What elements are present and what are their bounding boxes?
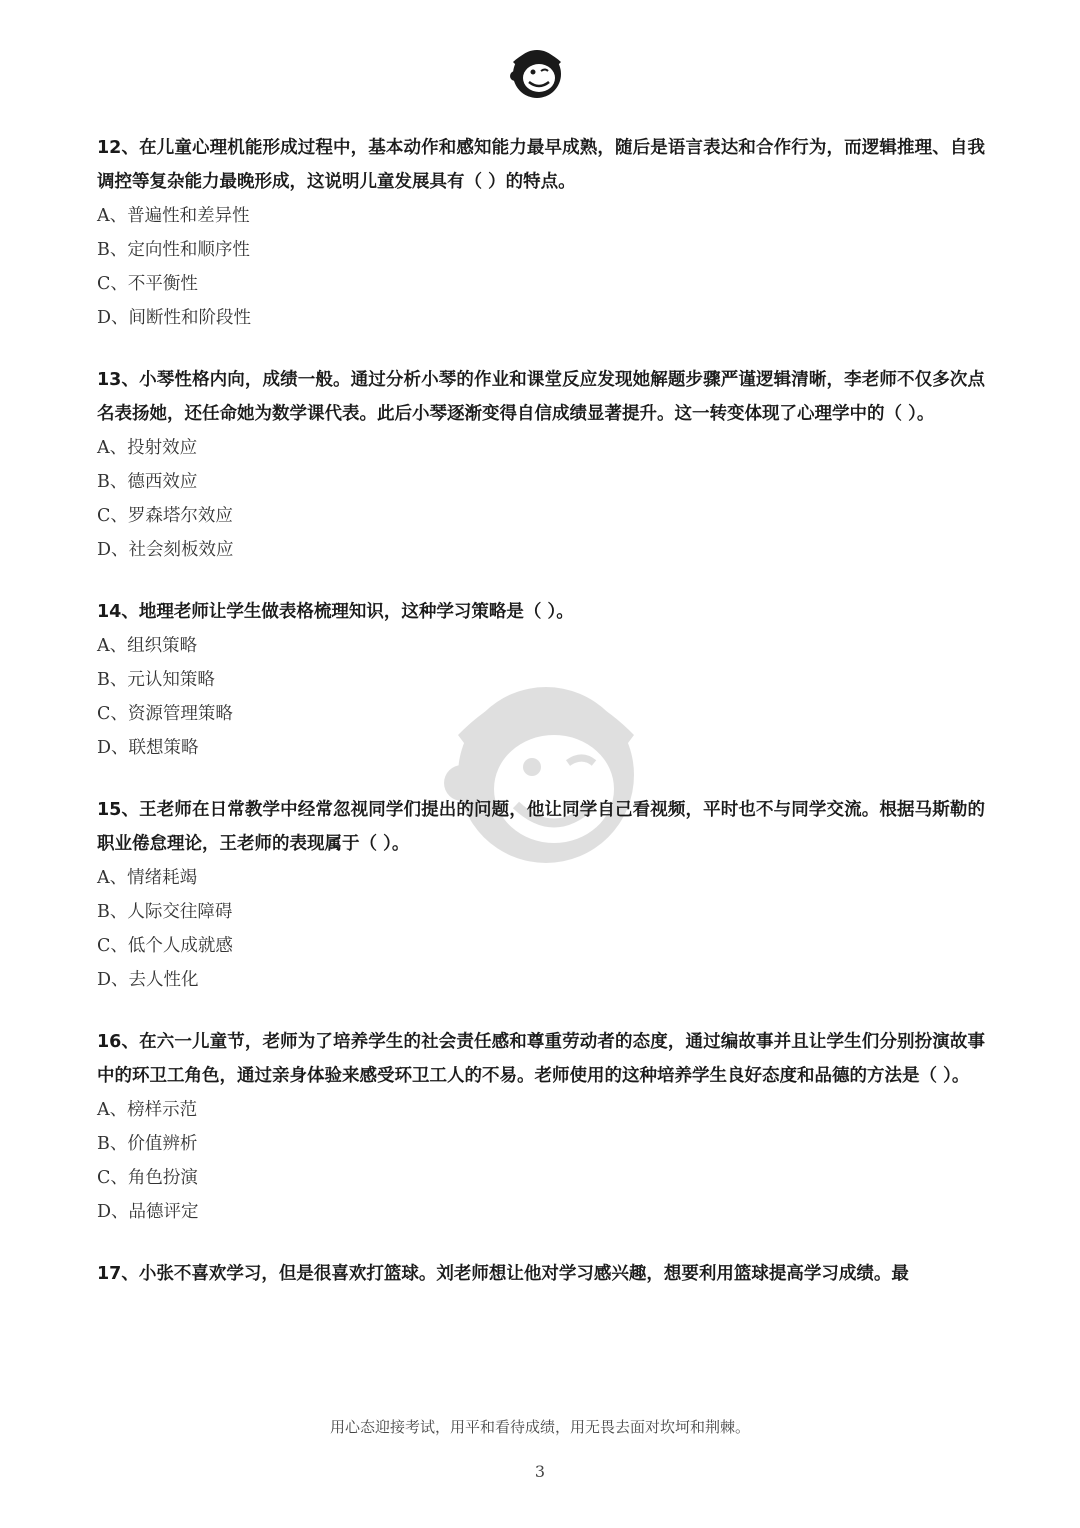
question-stem: 12、在儿童心理机能形成过程中，基本动作和感知能力最早成熟，随后是语言表达和合作行为，而逻辑推理、自我调控等复杂能力最晚形成，这说明儿童发展具有（ ）的特点。 xyxy=(97,138,985,192)
question-stem: 16、在六一儿童节，老师为了培养学生的社会责任感和尊重劳动者的态度，通过编故事并且让学生们分别扮演故事中的环卫工角色，通过亲身体验来感受环卫工人的不易。老师使用的这种培养学生良好态度和品德的方法是（ ）。 xyxy=(97,1032,985,1086)
answer-option: A、组织策略 xyxy=(97,636,198,656)
answer-option: D、联想策略 xyxy=(97,738,199,758)
monkey-mascot-logo-icon xyxy=(503,38,571,102)
question-block xyxy=(97,1257,985,1291)
answer-option: B、德西效应 xyxy=(97,472,198,492)
footer-motto: 用心态迎接考试，用平和看待成绩，用无畏去面对坎坷和荆棘。 xyxy=(329,1418,750,1436)
question-block xyxy=(97,1025,985,1229)
question-stem: 14、地理老师让学生做表格梳理知识，这种学习策略是（ ）。 xyxy=(97,602,574,622)
answer-option: B、价值辨析 xyxy=(97,1134,198,1154)
answer-option: C、低个人成就感 xyxy=(97,936,233,956)
question-block xyxy=(97,595,985,765)
answer-option: B、元认知策略 xyxy=(97,670,215,690)
question-block xyxy=(97,793,985,997)
answer-option: C、资源管理策略 xyxy=(97,704,233,724)
answer-option: D、品德评定 xyxy=(97,1202,199,1222)
answer-option: A、普遍性和差异性 xyxy=(97,206,250,226)
page-number: 3 xyxy=(534,1462,546,1481)
answer-option: B、定向性和顺序性 xyxy=(97,240,250,260)
answer-option: A、投射效应 xyxy=(97,438,198,458)
answer-option: D、社会刻板效应 xyxy=(97,540,234,560)
answer-option: A、情绪耗竭 xyxy=(97,868,198,888)
question-stem: 13、小琴性格内向，成绩一般。通过分析小琴的作业和课堂反应发现她解题步骤严谨逻辑清晰，李老师不仅多次点名表扬她，还任命她为数学课代表。此后小琴逐渐变得自信成绩显著提升。这一转变体现了心理学中的（ ）。 xyxy=(97,370,985,424)
question-list xyxy=(97,131,985,1319)
answer-option: C、不平衡性 xyxy=(97,274,198,294)
answer-option: C、罗森塔尔效应 xyxy=(97,506,233,526)
answer-option: B、人际交往障碍 xyxy=(97,902,233,922)
answer-option: D、间断性和阶段性 xyxy=(97,308,252,328)
question-stem: 15、王老师在日常教学中经常忽视同学们提出的问题，他让同学自己看视频，平时也不与同学交流。根据马斯勒的职业倦怠理论，王老师的表现属于（ ）。 xyxy=(97,800,985,854)
question-block xyxy=(97,363,985,567)
question-stem: 17、小张不喜欢学习，但是很喜欢打篮球。刘老师想让他对学习感兴趣，想要利用篮球提高学习成绩。最 xyxy=(97,1264,909,1284)
question-block xyxy=(97,131,985,335)
answer-option: D、去人性化 xyxy=(97,970,199,990)
answer-option: C、角色扮演 xyxy=(97,1168,198,1188)
answer-option: A、榜样示范 xyxy=(97,1100,198,1120)
